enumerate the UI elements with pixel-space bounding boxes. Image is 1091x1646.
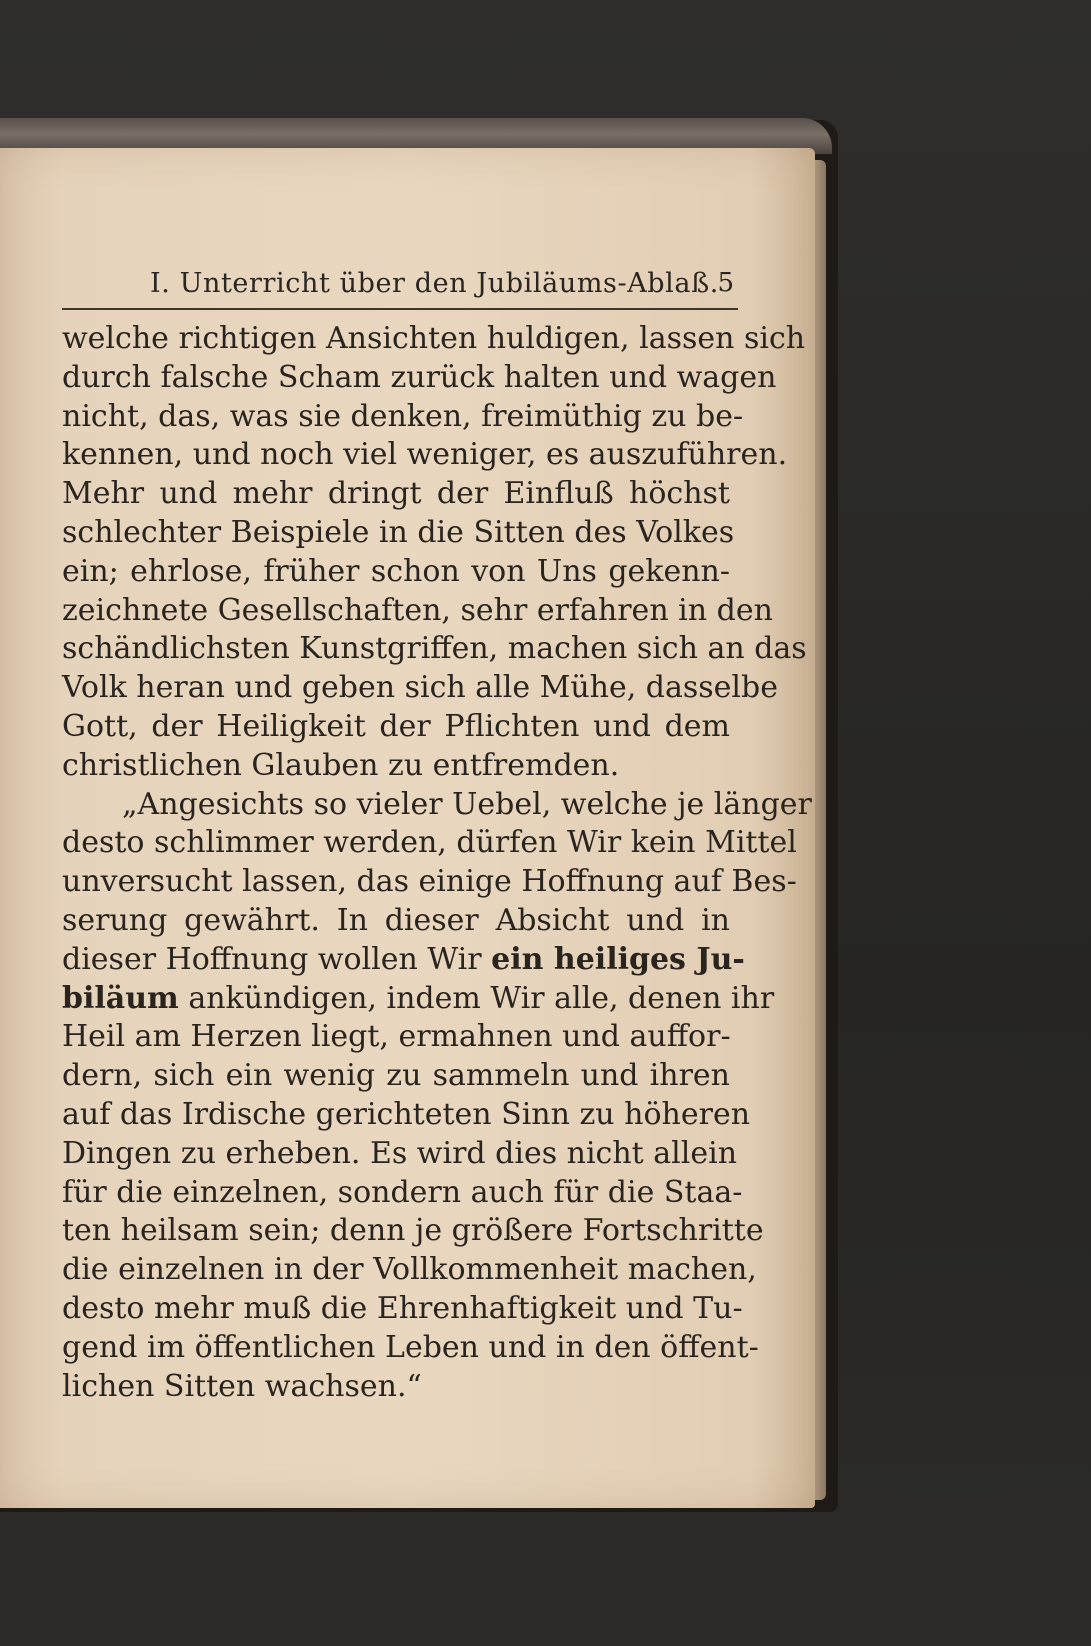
text-line: schlechter Beispiele in die Sitten des Volkes xyxy=(62,514,735,550)
text-line: Gott, der Heiligkeit der Pflichten und dem xyxy=(62,708,730,744)
header-rule xyxy=(62,308,738,310)
emphasis-heiliges-jubilaeum: ein heiliges Ju- xyxy=(491,941,745,977)
text-line: „Angesichts so vieler Uebel, welche je länger xyxy=(122,786,812,822)
text-line: Mehr und mehr dringt der Einfluß höchst xyxy=(62,476,730,512)
text-line: zeichnete Gesellschaften, sehr erfahren in den xyxy=(62,592,773,628)
text-line: die einzelnen in der Vollkommenheit machen, xyxy=(62,1252,757,1288)
text-line: ein; ehrlose, früher schon von Uns gekenn- xyxy=(62,553,730,589)
text-line: ten heilsam sein; denn je größere Fortschritte xyxy=(62,1213,764,1249)
text-line: auf das Irdische gerichteten Sinn zu höheren xyxy=(62,1096,751,1132)
text-line: kennen, und noch viel weniger, es auszuführen. xyxy=(62,437,788,473)
emphasis-jubilaeum-end: biläum xyxy=(62,980,179,1016)
text-line: Volk heran und geben sich alle Mühe, dasselbe xyxy=(62,670,778,706)
running-head: I. Unterricht über den Jubiläums-Ablaß. xyxy=(150,268,719,299)
text-line: serung gewährt. In dieser Absicht und in xyxy=(62,902,730,938)
text-line: welche richtigen Ansichten huldigen, lassen sich xyxy=(62,321,806,356)
page-header xyxy=(62,262,742,306)
text-line: durch falsche Scham zurück halten und wagen xyxy=(62,359,777,395)
text-line-with-emphasis xyxy=(62,941,745,980)
text-line: desto schlimmer werden, dürfen Wir kein Mittel xyxy=(62,825,797,861)
text-line: Heil am Herzen liegt, ermahnen und auffor- xyxy=(62,1019,731,1055)
text-line: dern, sich ein wenig zu sammeln und ihren xyxy=(62,1058,730,1094)
text-segment: dieser Hoffnung wollen Wir xyxy=(62,941,482,977)
text-line: gend im öffentlichen Leben und in den öffent- xyxy=(62,1329,759,1365)
text-line: Dingen zu erheben. Es wird dies nicht allein xyxy=(62,1135,738,1171)
text-line: unversucht lassen, das einige Hoffnung auf Bes- xyxy=(62,864,797,900)
body-text xyxy=(62,320,812,1406)
text-line-with-emphasis xyxy=(62,980,775,1019)
page-number: 5 xyxy=(717,268,734,298)
text-line: christlichen Glauben zu entfremden. xyxy=(62,747,620,783)
text-line: nicht, das, was sie denken, freimüthig zu be- xyxy=(62,398,744,434)
text-line: desto mehr muß die Ehrenhaftigkeit und Tu- xyxy=(62,1290,743,1326)
text-line: lichen Sitten wachsen.“ xyxy=(62,1368,422,1404)
text-segment: ankündigen, indem Wir alle, denen ihr xyxy=(188,980,775,1016)
text-line: für die einzelnen, sondern auch für die Staa- xyxy=(62,1174,743,1210)
text-line: schändlichsten Kunstgriffen, machen sich an das xyxy=(62,631,807,667)
